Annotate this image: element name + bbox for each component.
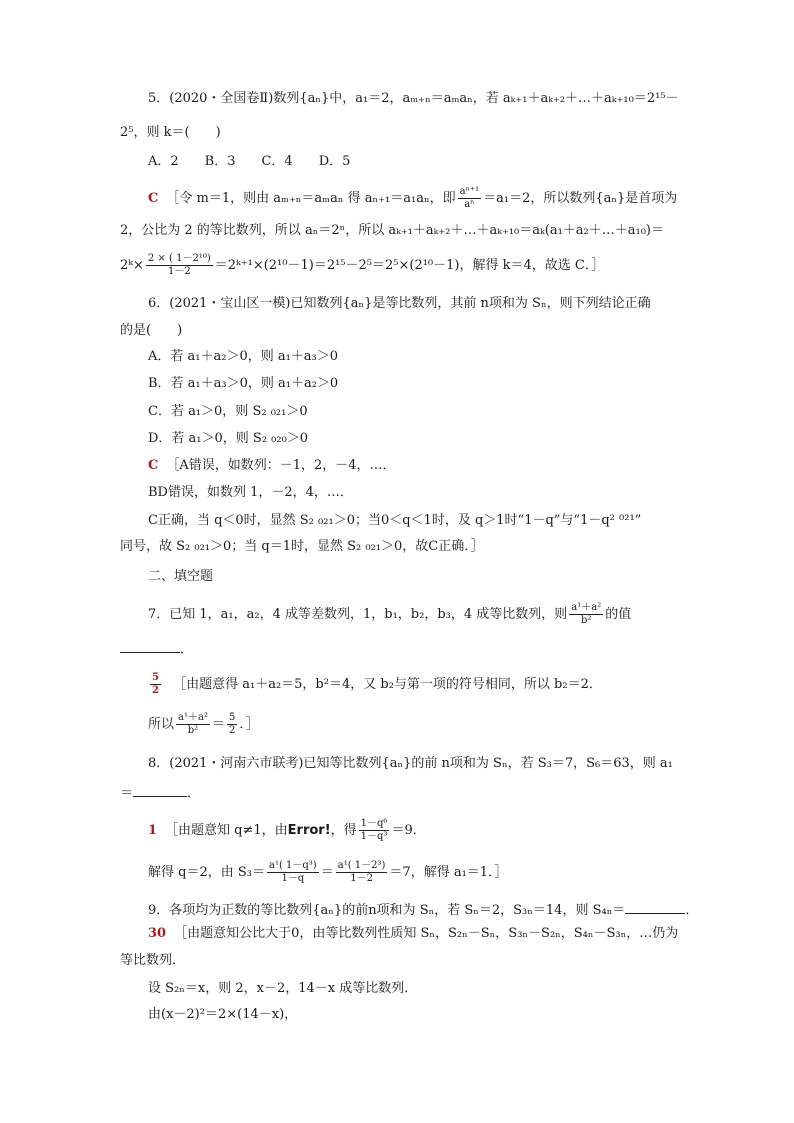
q9-sol1: ［由题意知公比大于0，由等比数列性质知 Sₙ，S₂ₙ－Sₙ，S₃ₙ－S₂ₙ，S₄ₙ－S₃ₙ，…仍为 xyxy=(174,926,679,941)
q8-sol2-b: ＝7，解得 a₁＝1．］ xyxy=(389,865,508,880)
q7-answer xyxy=(150,672,161,697)
q6-solution-line3: C正确，当 q＜0时，显然 S₂ ₀₂₁＞0；当0＜q＜1时，及 q＞1时“1－q”与“1－q² ⁰²¹” xyxy=(148,513,642,528)
q7-sol2-a: 所以 xyxy=(148,717,175,732)
q9-answer: 30 xyxy=(148,926,167,941)
q6-sol1: ［A错误，如数列：－1，2，－4，…． xyxy=(166,458,396,473)
q9-line1-end: ． xyxy=(685,903,699,918)
q9-solution-line3: 设 S₂ₙ＝x，则 2，x－2，14－x 成等比数列． xyxy=(148,981,418,996)
fraction-denominator: 2 xyxy=(152,685,159,696)
q5-sol3-fraction xyxy=(146,253,213,278)
fraction-numerator: a¹＋a² xyxy=(571,602,602,613)
q8-sol1-c: ＝9． xyxy=(391,823,426,838)
fraction-denominator: 1－q xyxy=(281,873,305,884)
q8-sol2-fraction2 xyxy=(336,860,388,885)
fraction-numerator: aⁿ⁺¹ xyxy=(459,186,480,197)
q8-error-text: Error! xyxy=(287,823,331,838)
q8-stem-line1: 8．(2021・河南六市联考)已知等比数列{aₙ}的前 n项和为 Sₙ，若 S₃＝7，S₆＝63，则 a₁ xyxy=(148,756,673,771)
q8-sol2-a: 解得 q＝2，由 S₃＝ xyxy=(148,865,265,880)
q9-answer-blank xyxy=(625,899,685,914)
q6-stem-line1: 6．(2021・宝山区一模)已知数列{aₙ}是等比数列，其前 n项和为 Sₙ，则下列结论正确 xyxy=(148,296,651,311)
fraction-numerator: 5 xyxy=(152,672,159,683)
q9-stem-line1 xyxy=(148,899,698,920)
fraction-denominator: 1－2 xyxy=(350,873,373,884)
q9-line1: 9．各项均为正数的等比数列{aₙ}的前n项和为 Sₙ，若 Sₙ＝2，S₃ₙ＝14，则 S₄ₙ＝ xyxy=(148,903,626,918)
fraction-numerator: 5 xyxy=(228,712,236,723)
q7-line1-a: 7．已知 1，a₁，a₂，4 成等差数列，1，b₁，b₂，b₃，4 成等比数列，则 xyxy=(148,607,568,622)
q8-answer-blank xyxy=(133,782,187,797)
fraction-numerator: a¹＋a² xyxy=(178,712,208,723)
q8-answer: 1 xyxy=(148,823,158,838)
q7-sol1: ［由题意得 a₁＋a₂＝5，b²＝4，又 b₂与第一项的符号相同，所以 b₂＝2． xyxy=(173,677,602,692)
q8-stem-line2 xyxy=(120,782,200,803)
q8-line2-start: ＝ xyxy=(120,786,134,801)
q6-solution-line2: BD错误，如数列 1，－2，4，…． xyxy=(148,485,353,500)
q6-option-c: C．若 a₁＞0，则 S₂ ₀₂₁＞0 xyxy=(148,404,308,419)
q5-stem-line2: 2⁵，则 k＝( ) xyxy=(120,125,221,140)
fraction-denominator: aⁿ xyxy=(464,199,475,210)
q6-option-a: A．若 a₁＋a₂＞0，则 a₁＋a₃＞0 xyxy=(148,349,339,364)
q6-solution-line4: 同号，故 S₂ ₀₂₁＞0；当 q＝1时，显然 S₂ ₀₂₁＞0，故C正确．］ xyxy=(120,539,484,554)
q7-sol2-fraction xyxy=(176,712,210,737)
q9-solution-line1 xyxy=(148,925,678,943)
q5-solution-line2: 2，公比为 2 的等比数列，所以 aₙ＝2ⁿ，所以 aₖ₊₁＋aₖ₊₂＋…＋aₖ₊₁₀＝aₖ(a₁＋a₂＋…＋a₁₀)＝ xyxy=(120,223,664,238)
q7-line2-end: ． xyxy=(180,642,194,657)
q7-sol2-eq: ＝ xyxy=(211,717,225,732)
fraction-denominator: 1－q³ xyxy=(360,831,388,842)
q7-sol2-b: ．］ xyxy=(239,717,259,732)
q6-option-b: B．若 a₁＋a₃＞0，则 a₁＋a₂＞0 xyxy=(148,376,339,391)
q7-answer-blank xyxy=(120,638,180,653)
q8-solution-line1 xyxy=(148,818,426,843)
q6-solution-line1 xyxy=(148,457,396,475)
q5-sol3-b: ＝2ᵏ⁺¹×(2¹⁰－1)＝2¹⁵－2⁵＝2⁵×(2¹⁰－1)，解得 k＝4，故选 C．］ xyxy=(214,258,605,273)
q7-stem-fraction xyxy=(569,602,603,627)
fraction-numerator: a¹( 1－q³) xyxy=(268,860,317,871)
q7-line1-b: 的值 xyxy=(605,607,632,622)
q7-solution-line1 xyxy=(148,672,602,697)
q9-solution-line4: 由(x－2)²＝2×(14－x)， xyxy=(148,1007,298,1022)
q7-sol2-fraction2 xyxy=(227,712,237,737)
q8-sol1-a: ［由题意知 q≠1，由 xyxy=(165,823,288,838)
q8-sol2-fraction1 xyxy=(267,860,319,885)
q5-solution-line3 xyxy=(120,253,604,278)
q7-solution-line2 xyxy=(148,712,259,737)
q7-stem-line2 xyxy=(120,638,193,659)
q8-sol1-fraction xyxy=(359,818,390,843)
fraction-numerator: a¹( 1－2³) xyxy=(337,860,386,871)
q5-answer: C xyxy=(148,191,159,206)
q6-stem-line2: 的是( ) xyxy=(120,323,183,338)
q5-stem-line1: 5．(2020・全国卷Ⅱ)数列{aₙ}中，a₁＝2，aₘ₊ₙ＝aₘaₙ，若 aₖ₊₁＋aₖ₊₂＋…＋aₖ₊₁₀＝2¹⁵－ xyxy=(148,91,679,106)
q6-answer: C xyxy=(148,458,159,473)
fraction-numerator: 2 × ( 1－2¹⁰) xyxy=(147,253,211,264)
q9-solution-line2: 等比数列． xyxy=(120,953,186,968)
q5-sol1-a: ［令 m＝1，则由 aₘ₊ₙ＝aₘaₙ 得 aₙ₊₁＝a₁aₙ，即 xyxy=(166,191,456,206)
q8-solution-line2 xyxy=(148,860,508,885)
fraction-denominator: 1－2 xyxy=(167,266,191,277)
section-title: 二、填空题 xyxy=(148,569,214,584)
q8-line2-end: ． xyxy=(187,786,201,801)
fraction-denominator: b² xyxy=(581,615,592,626)
fraction-denominator: 2 xyxy=(228,725,236,736)
q5-sol3-a: 2ᵏ× xyxy=(120,258,144,273)
q6-option-d: D．若 a₁＞0，则 S₂ ₀₂₀＞0 xyxy=(148,431,309,446)
q8-sol1-b: ，得 xyxy=(330,823,357,838)
q5-options: A．2 B．3 C．4 D．5 xyxy=(148,154,351,169)
q7-stem-line1 xyxy=(148,602,631,627)
fraction-numerator: 1－q⁶ xyxy=(360,818,388,829)
q5-sol1-fraction xyxy=(458,186,482,211)
fraction-denominator: b² xyxy=(187,725,199,736)
q8-sol2-eq: ＝ xyxy=(320,865,334,880)
q5-sol1-b: ＝a₁＝2，所以数列{aₙ}是首项为 xyxy=(483,191,678,206)
q5-solution-line1 xyxy=(148,186,677,211)
